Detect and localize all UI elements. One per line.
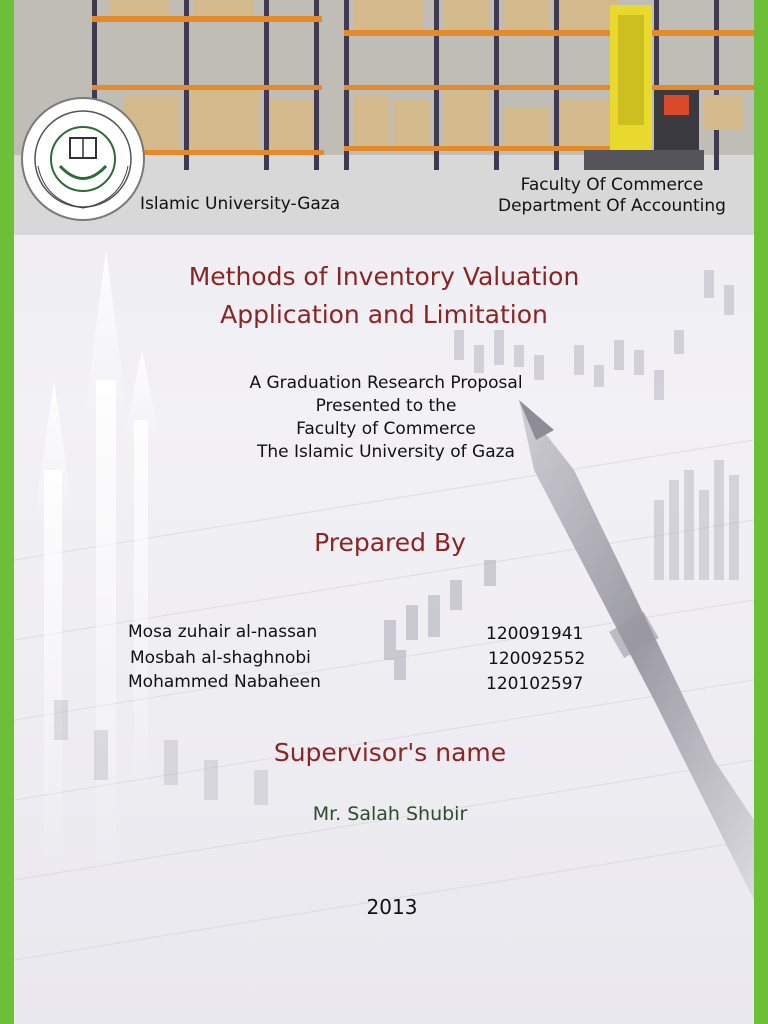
university-name: Islamic University-Gaza — [140, 194, 341, 214]
author-name: Mohammed Nabaheen — [128, 672, 321, 692]
year: 2013 — [366, 895, 418, 919]
author-name: Mosa zuhair al-nassan — [128, 622, 318, 642]
proposal-description — [14, 372, 754, 464]
author-name: Mosbah al-shaghnobi — [130, 648, 311, 668]
proposal-line-1: A Graduation Research Proposal — [249, 373, 523, 393]
proposal-line-4: The Islamic University of Gaza — [257, 442, 515, 462]
proposal-line-2: Presented to the — [315, 396, 457, 416]
author-id: 120092552 — [488, 649, 586, 669]
author-id: 120102597 — [486, 674, 584, 694]
prepared-by-heading: Prepared By — [314, 528, 466, 557]
supervisor-heading: Supervisor's name — [273, 738, 507, 767]
right-green-border — [754, 0, 768, 1024]
cover-page — [14, 0, 754, 1024]
title-line-2: Application and Limitation — [220, 300, 548, 329]
thesis-title — [14, 258, 754, 334]
left-green-border — [0, 0, 14, 1024]
supervisor-name: Mr. Salah Shubir — [312, 803, 468, 825]
university-logo — [20, 96, 146, 222]
faculty-name: Faculty Of Commerce — [520, 175, 704, 195]
title-line-1: Methods of Inventory Valuation — [188, 262, 580, 291]
author-id: 120091941 — [486, 624, 584, 644]
faculty-department — [474, 175, 750, 217]
proposal-line-3: Faculty of Commerce — [296, 419, 476, 439]
department-name: Department Of Accounting — [498, 196, 726, 216]
